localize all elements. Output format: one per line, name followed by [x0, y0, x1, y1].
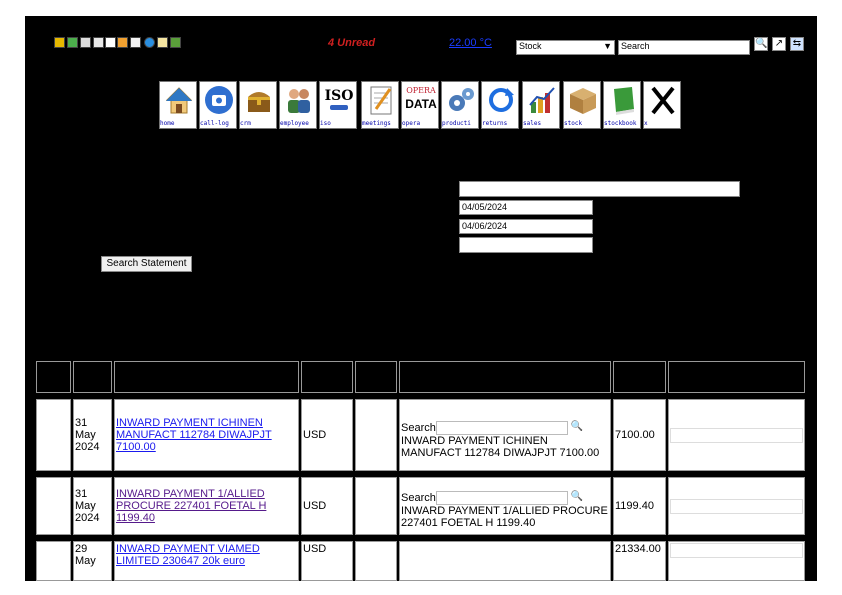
- temperature-link[interactable]: 22.00 °C: [449, 37, 492, 49]
- table-row: [36, 477, 805, 535]
- app-sales-label: sales: [523, 120, 542, 127]
- app-employee[interactable]: [279, 81, 317, 129]
- row-checkbox-cell: [36, 399, 71, 471]
- telephone-icon: [204, 85, 234, 116]
- toolbar-window-icon[interactable]: [105, 37, 116, 48]
- row-checkbox-cell: [36, 477, 71, 535]
- opera-logo-text: OPERA: [406, 86, 436, 95]
- toolbar-chart-icon[interactable]: [157, 37, 168, 48]
- row-search-input[interactable]: [436, 491, 568, 505]
- header-cell: [301, 361, 353, 393]
- row-description: INWARD PAYMENT 1/ALLIED PROCURE 227401 FOETAL H 1199.40: [401, 505, 608, 529]
- app-home-label: home: [160, 120, 175, 127]
- box-icon: [568, 85, 598, 116]
- search-input[interactable]: Search: [618, 40, 750, 55]
- page-frame: [25, 16, 817, 581]
- row-currency: USD: [301, 399, 353, 471]
- row-amount: 1199.40: [613, 477, 666, 535]
- sales-chart-icon: [527, 85, 557, 116]
- app-call-log[interactable]: [199, 81, 237, 129]
- app-returns[interactable]: [481, 81, 519, 129]
- row-empty-cell: [355, 477, 397, 535]
- row-link-cell: [114, 399, 299, 471]
- toolbar-recycle-icon[interactable]: [67, 37, 78, 48]
- house-icon: [164, 85, 194, 116]
- table-header-row: [36, 361, 805, 393]
- network-icon[interactable]: ⇆: [790, 37, 804, 51]
- toolbar-user-icon[interactable]: [117, 37, 128, 48]
- app-opera-label: opera: [402, 120, 421, 127]
- row-search-input[interactable]: [436, 421, 568, 435]
- toolbar-money-icon[interactable]: [170, 37, 181, 48]
- row-description: [399, 541, 611, 581]
- app-stockbook-label: stockbook: [604, 120, 637, 127]
- app-iso[interactable]: [319, 81, 357, 129]
- app-iso-label: iso: [320, 120, 331, 127]
- row-description-cell: [399, 399, 611, 471]
- header-cell: [613, 361, 666, 393]
- notepad-pencil-icon: [366, 85, 396, 116]
- row-match-input[interactable]: [670, 499, 803, 514]
- gears-icon: [446, 85, 476, 116]
- row-link[interactable]: INWARD PAYMENT ICHINEN MANUFACT 112784 DIWAJPJT 7100.00: [116, 417, 272, 453]
- row-date: 31 May 2024: [73, 399, 112, 471]
- header-cell: [355, 361, 397, 393]
- row-link-cell: [114, 477, 299, 535]
- app-returns-label: returns: [482, 120, 508, 127]
- iso-logo-text: ISO: [324, 88, 354, 104]
- header-cell: [36, 361, 71, 393]
- extra-field[interactable]: [459, 237, 593, 253]
- app-x[interactable]: [643, 81, 681, 129]
- search-icon[interactable]: 🔍: [755, 38, 768, 49]
- app-meetings[interactable]: [361, 81, 399, 129]
- iso-logo-icon: [324, 85, 354, 116]
- row-input-cell: [668, 399, 805, 471]
- row-empty-cell: [355, 399, 397, 471]
- header-cell: [399, 361, 611, 393]
- row-link-cell: [114, 541, 299, 581]
- toolbar-table-icon[interactable]: [93, 37, 104, 48]
- search-statement-button[interactable]: Search Statement: [101, 256, 192, 272]
- toolbar-grid-icon[interactable]: [80, 37, 91, 48]
- app-sales[interactable]: [522, 81, 560, 129]
- row-amount: 7100.00: [613, 399, 666, 471]
- row-match-input[interactable]: [670, 428, 803, 443]
- app-producti[interactable]: [441, 81, 479, 129]
- row-date: 29 May: [73, 541, 112, 581]
- app-crm[interactable]: [239, 81, 277, 129]
- row-checkbox-cell: [36, 541, 71, 581]
- toolbar-globe-icon[interactable]: [144, 37, 155, 48]
- statement-table: [34, 359, 807, 581]
- row-link[interactable]: INWARD PAYMENT 1/ALLIED PROCURE 227401 FOETAL H 1199.40: [116, 488, 267, 524]
- app-meetings-label: meetings: [362, 120, 391, 127]
- app-producti-label: producti: [442, 120, 471, 127]
- row-match-input[interactable]: [670, 543, 803, 558]
- app-stockbook[interactable]: [603, 81, 641, 129]
- app-opera[interactable]: [401, 81, 439, 129]
- chevron-down-icon: ▼: [603, 41, 612, 51]
- app-stock[interactable]: [563, 81, 601, 129]
- row-amount: 21334.00: [613, 541, 666, 581]
- data-logo-text: DATA: [405, 97, 437, 111]
- row-date: 31 May 2024: [73, 477, 112, 535]
- row-input-cell: [668, 477, 805, 535]
- stock-select-value: Stock: [519, 41, 542, 51]
- external-link-icon[interactable]: ↗: [772, 37, 786, 51]
- row-description-cell: [399, 477, 611, 535]
- toolbar-doc-icon[interactable]: [130, 37, 141, 48]
- table-row: [36, 541, 805, 581]
- date-to-field[interactable]: 04/06/2024: [459, 219, 593, 234]
- search-icon[interactable]: 🔍: [570, 491, 584, 502]
- row-search-label: Search: [401, 491, 436, 504]
- header-cell: [73, 361, 112, 393]
- row-search-label: Search: [401, 421, 436, 434]
- account-field[interactable]: [459, 181, 740, 197]
- date-from-field[interactable]: 04/05/2024: [459, 200, 593, 215]
- app-crm-label: crm: [240, 120, 251, 127]
- close-x-icon: [648, 85, 678, 116]
- refresh-icon: [486, 85, 516, 116]
- row-empty-cell: [355, 541, 397, 581]
- opera-data-icon: [403, 85, 439, 116]
- stock-select[interactable]: [516, 40, 615, 55]
- app-stock-label: stock: [564, 120, 583, 127]
- app-employee-label: employee: [280, 120, 309, 127]
- row-currency: USD: [301, 541, 353, 581]
- row-link[interactable]: INWARD PAYMENT VIAMED LIMITED 230647 20k euro: [116, 543, 260, 567]
- app-call-log-label: call-log: [200, 120, 229, 127]
- header-cell: [114, 361, 299, 393]
- toolbar-star-icon[interactable]: [54, 37, 65, 48]
- row-currency: USD: [301, 477, 353, 535]
- table-row: [36, 399, 805, 471]
- app-x-label: x: [644, 120, 648, 127]
- row-description: INWARD PAYMENT ICHINEN MANUFACT 112784 DIWAJPJT 7100.00: [401, 435, 600, 459]
- unread-count[interactable]: 4 Unread: [328, 37, 376, 49]
- book-icon: [608, 85, 638, 116]
- treasure-chest-icon: [244, 85, 274, 116]
- people-icon: [284, 85, 314, 116]
- search-icon[interactable]: 🔍: [570, 421, 584, 432]
- header-cell: [668, 361, 805, 393]
- row-input-cell: [668, 541, 805, 581]
- app-home[interactable]: [159, 81, 197, 129]
